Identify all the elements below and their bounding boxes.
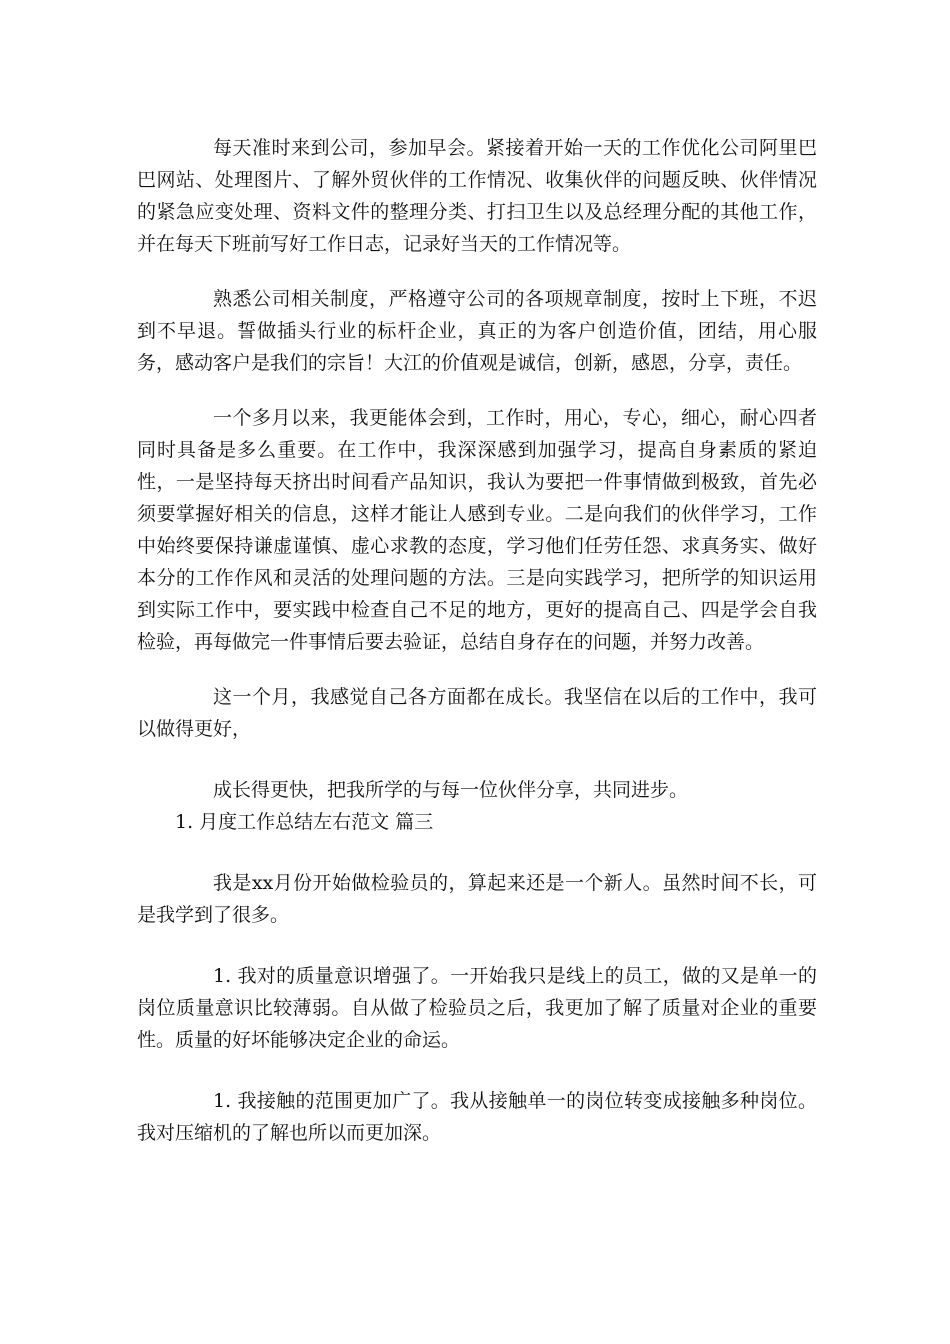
paragraph-sharing: 成长得更快，把我所学的与每一位伙伴分享，共同进步。 bbox=[213, 779, 689, 801]
document-body bbox=[137, 132, 817, 1149]
paragraph-company-rules: 熟悉公司相关制度，严格遵守公司的各项规章制度，按时上下班，不迟到不早退。誓做插头行业的标杆企业，真正的为客户创造价值，团结，用心服务，感动客户是我们的宗旨！大江的价值观是诚信，创新，感恩，分享，责任。 bbox=[137, 288, 817, 374]
paragraph-quality-awareness: 1. 我对的质量意识增强了。一开始我只是线上的员工，做的又是单一的岗位质量意识比较薄弱。自从做了检验员之后，我更加了解了质量对企业的重要性。质量的好坏能够决定企业的命运。 bbox=[137, 965, 817, 1051]
section-heading: 1. 月度工作总结左右范文 篇三 bbox=[175, 811, 434, 833]
paragraph-learning: 一个多月以来，我更能体会到，工作时，用心，专心，细心，耐心四者同时具备是多么重要。在工作中，我深深感到加强学习，提高自身素质的紧迫性，一是坚持每天挤出时间看产品知识，我认为要把一件事情做到极致，首先必须要掌握好相关的信息，这样才能让人感到专业。二是向我们的伙伴学习，工作中始终要保持谦虚谨慎、虚心求教的态度，学习他们任劳任怨、求真务实、做好本分的工作作风和灵活的处理问题的方法。三是向实践学习，把所学的知识运用到实际工作中，要实践中检查自己不足的地方，更好的提高自己、四是学会自我检验，再每做完一件事情后要去验证，总结自身存在的问题，并努力改善。 bbox=[137, 407, 817, 653]
paragraph-new-inspector: 我是xx月份开始做检验员的，算起来还是一个新人。虽然时间不长，可是我学到了很多。 bbox=[137, 872, 817, 926]
paragraph-broader-scope: 1. 我接触的范围更加广了。我从接触单一的岗位转变成接触多种岗位。我对压缩机的了解也所以而更加深。 bbox=[137, 1090, 817, 1144]
paragraph-growth: 这一个月，我感觉自己各方面都在成长。我坚信在以后的工作中，我可以做得更好， bbox=[137, 686, 817, 740]
paragraph-daily-routine: 每天准时来到公司，参加早会。紧接着开始一天的工作优化公司阿里巴巴网站、处理图片、了解外贸伙伴的工作情况、收集伙伴的问题反映、伙伴情况的紧急应变处理、资料文件的整理分类、打扫卫生以及总经理分配的其他工作，并在每天下班前写好工作日志，记录好当天的工作情况等。 bbox=[137, 137, 817, 255]
